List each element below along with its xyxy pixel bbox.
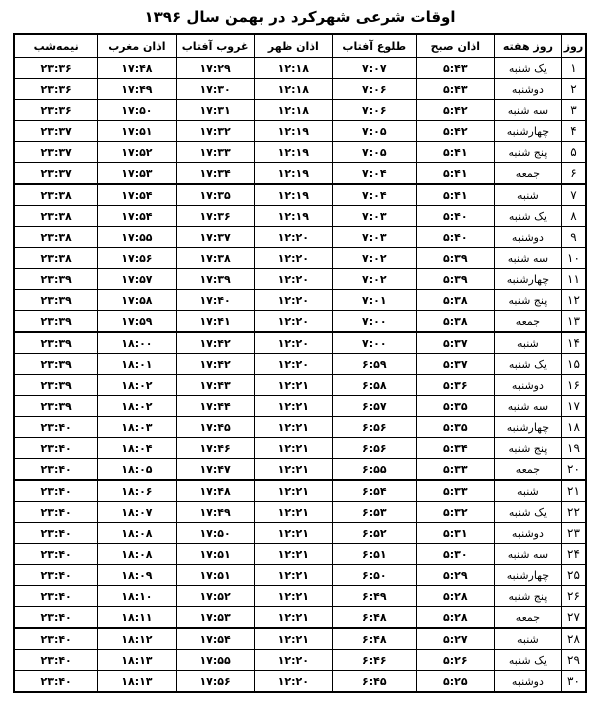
col-header-dhuhr: اذان ظهر — [254, 34, 332, 58]
cell-day: ۲۱ — [561, 480, 586, 502]
cell-sunset: ۱۷:۳۱ — [176, 100, 254, 121]
cell-sunset: ۱۷:۴۵ — [176, 417, 254, 438]
cell-day: ۸ — [561, 206, 586, 227]
cell-fajr: ۵:۲۹ — [416, 565, 494, 586]
cell-weekday: جمعه — [494, 163, 561, 185]
cell-sunset: ۱۷:۵۵ — [176, 650, 254, 671]
col-header-sunrise: طلوع آفتاب — [332, 34, 416, 58]
cell-weekday: جمعه — [494, 459, 561, 481]
cell-maghrib: ۱۸:۰۱ — [98, 354, 176, 375]
table-row — [14, 100, 586, 121]
cell-weekday: شنبه — [494, 332, 561, 354]
cell-weekday: شنبه — [494, 480, 561, 502]
cell-sunrise: ۷:۰۵ — [332, 142, 416, 163]
cell-weekday: سه شنبه — [494, 100, 561, 121]
cell-midnight: ۲۳:۳۹ — [14, 290, 98, 311]
cell-day: ۳۰ — [561, 671, 586, 693]
cell-dhuhr: ۱۲:۲۰ — [254, 671, 332, 693]
cell-weekday: سه شنبه — [494, 248, 561, 269]
cell-sunset: ۱۷:۲۹ — [176, 58, 254, 79]
cell-dhuhr: ۱۲:۲۱ — [254, 375, 332, 396]
table-row — [14, 121, 586, 142]
cell-dhuhr: ۱۲:۲۱ — [254, 628, 332, 650]
cell-midnight: ۲۳:۳۷ — [14, 163, 98, 185]
cell-sunrise: ۶:۴۵ — [332, 671, 416, 693]
cell-dhuhr: ۱۲:۲۱ — [254, 459, 332, 481]
cell-sunrise: ۷:۰۱ — [332, 290, 416, 311]
cell-weekday: چهارشنبه — [494, 121, 561, 142]
table-row — [14, 227, 586, 248]
cell-dhuhr: ۱۲:۱۹ — [254, 206, 332, 227]
cell-day: ۲۲ — [561, 502, 586, 523]
cell-fajr: ۵:۳۵ — [416, 417, 494, 438]
cell-maghrib: ۱۷:۵۷ — [98, 269, 176, 290]
cell-maghrib: ۱۸:۱۲ — [98, 628, 176, 650]
cell-dhuhr: ۱۲:۲۱ — [254, 480, 332, 502]
cell-sunrise: ۶:۴۸ — [332, 607, 416, 629]
cell-midnight: ۲۳:۴۰ — [14, 650, 98, 671]
cell-maghrib: ۱۷:۵۰ — [98, 100, 176, 121]
cell-sunset: ۱۷:۵۶ — [176, 671, 254, 693]
cell-sunrise: ۶:۵۶ — [332, 438, 416, 459]
cell-sunset: ۱۷:۵۰ — [176, 523, 254, 544]
cell-sunset: ۱۷:۳۲ — [176, 121, 254, 142]
cell-fajr: ۵:۴۱ — [416, 184, 494, 206]
cell-midnight: ۲۳:۳۷ — [14, 142, 98, 163]
cell-sunrise: ۷:۰۶ — [332, 100, 416, 121]
cell-day: ۱۱ — [561, 269, 586, 290]
cell-maghrib: ۱۸:۱۰ — [98, 586, 176, 607]
cell-weekday: جمعه — [494, 311, 561, 333]
cell-fajr: ۵:۲۷ — [416, 628, 494, 650]
cell-fajr: ۵:۴۲ — [416, 100, 494, 121]
cell-midnight: ۲۳:۴۰ — [14, 671, 98, 693]
cell-sunrise: ۷:۰۲ — [332, 248, 416, 269]
table-row — [14, 586, 586, 607]
cell-day: ۱۸ — [561, 417, 586, 438]
cell-day: ۲ — [561, 79, 586, 100]
cell-weekday: دوشنبه — [494, 671, 561, 693]
cell-sunset: ۱۷:۳۶ — [176, 206, 254, 227]
cell-weekday: پنج شنبه — [494, 142, 561, 163]
cell-midnight: ۲۳:۳۸ — [14, 184, 98, 206]
cell-fajr: ۵:۳۸ — [416, 290, 494, 311]
cell-weekday: دوشنبه — [494, 523, 561, 544]
cell-dhuhr: ۱۲:۱۹ — [254, 184, 332, 206]
col-header-sunset: غروب آفتاب — [176, 34, 254, 58]
cell-maghrib: ۱۸:۰۲ — [98, 396, 176, 417]
cell-weekday: شنبه — [494, 184, 561, 206]
cell-sunrise: ۷:۰۳ — [332, 227, 416, 248]
cell-day: ۱۶ — [561, 375, 586, 396]
cell-sunrise: ۶:۴۸ — [332, 628, 416, 650]
cell-midnight: ۲۳:۳۸ — [14, 227, 98, 248]
cell-weekday: دوشنبه — [494, 79, 561, 100]
cell-fajr: ۵:۳۶ — [416, 375, 494, 396]
cell-sunset: ۱۷:۴۴ — [176, 396, 254, 417]
cell-sunrise: ۷:۰۳ — [332, 206, 416, 227]
cell-weekday: چهارشنبه — [494, 417, 561, 438]
cell-sunrise: ۷:۰۰ — [332, 332, 416, 354]
table-row — [14, 396, 586, 417]
cell-midnight: ۲۳:۳۹ — [14, 354, 98, 375]
cell-maghrib: ۱۸:۰۸ — [98, 523, 176, 544]
cell-dhuhr: ۱۲:۲۰ — [254, 269, 332, 290]
cell-day: ۲۷ — [561, 607, 586, 629]
cell-sunrise: ۶:۵۷ — [332, 396, 416, 417]
cell-sunrise: ۶:۵۲ — [332, 523, 416, 544]
cell-midnight: ۲۳:۳۹ — [14, 332, 98, 354]
cell-sunset: ۱۷:۳۰ — [176, 79, 254, 100]
cell-dhuhr: ۱۲:۲۱ — [254, 565, 332, 586]
cell-maghrib: ۱۸:۰۰ — [98, 332, 176, 354]
cell-maghrib: ۱۷:۵۸ — [98, 290, 176, 311]
cell-dhuhr: ۱۲:۱۹ — [254, 121, 332, 142]
cell-fajr: ۵:۳۰ — [416, 544, 494, 565]
cell-day: ۱ — [561, 58, 586, 79]
cell-midnight: ۲۳:۴۰ — [14, 417, 98, 438]
cell-midnight: ۲۳:۳۷ — [14, 121, 98, 142]
cell-fajr: ۵:۲۶ — [416, 650, 494, 671]
cell-fajr: ۵:۳۹ — [416, 269, 494, 290]
col-header-day: روز — [561, 34, 586, 58]
cell-sunrise: ۶:۵۴ — [332, 480, 416, 502]
cell-day: ۱۹ — [561, 438, 586, 459]
cell-sunset: ۱۷:۵۱ — [176, 544, 254, 565]
cell-sunrise: ۶:۵۸ — [332, 375, 416, 396]
table-row — [14, 607, 586, 629]
table-row — [14, 628, 586, 650]
cell-fajr: ۵:۴۰ — [416, 227, 494, 248]
cell-maghrib: ۱۸:۰۲ — [98, 375, 176, 396]
cell-fajr: ۵:۳۲ — [416, 502, 494, 523]
table-row — [14, 438, 586, 459]
cell-maghrib: ۱۷:۵۴ — [98, 206, 176, 227]
cell-dhuhr: ۱۲:۲۱ — [254, 523, 332, 544]
cell-dhuhr: ۱۲:۲۱ — [254, 438, 332, 459]
cell-day: ۷ — [561, 184, 586, 206]
cell-sunset: ۱۷:۴۱ — [176, 311, 254, 333]
cell-maghrib: ۱۸:۰۵ — [98, 459, 176, 481]
cell-day: ۱۰ — [561, 248, 586, 269]
table-row — [14, 523, 586, 544]
cell-weekday: دوشنبه — [494, 227, 561, 248]
table-row — [14, 332, 586, 354]
cell-maghrib: ۱۸:۰۸ — [98, 544, 176, 565]
cell-day: ۲۳ — [561, 523, 586, 544]
cell-sunrise: ۷:۰۵ — [332, 121, 416, 142]
cell-dhuhr: ۱۲:۲۱ — [254, 396, 332, 417]
cell-sunset: ۱۷:۳۵ — [176, 184, 254, 206]
cell-fajr: ۵:۴۳ — [416, 79, 494, 100]
cell-midnight: ۲۳:۴۰ — [14, 544, 98, 565]
table-row — [14, 375, 586, 396]
cell-sunset: ۱۷:۴۰ — [176, 290, 254, 311]
cell-sunset: ۱۷:۴۲ — [176, 354, 254, 375]
cell-fajr: ۵:۴۱ — [416, 142, 494, 163]
cell-maghrib: ۱۷:۴۸ — [98, 58, 176, 79]
cell-fajr: ۵:۲۸ — [416, 586, 494, 607]
cell-weekday: یک شنبه — [494, 206, 561, 227]
cell-maghrib: ۱۷:۵۶ — [98, 248, 176, 269]
cell-dhuhr: ۱۲:۲۰ — [254, 332, 332, 354]
cell-maghrib: ۱۷:۵۳ — [98, 163, 176, 185]
cell-sunrise: ۶:۴۶ — [332, 650, 416, 671]
cell-midnight: ۲۳:۴۰ — [14, 607, 98, 629]
cell-sunset: ۱۷:۴۲ — [176, 332, 254, 354]
cell-sunset: ۱۷:۳۴ — [176, 163, 254, 185]
cell-weekday: یک شنبه — [494, 58, 561, 79]
cell-day: ۲۹ — [561, 650, 586, 671]
cell-sunset: ۱۷:۳۸ — [176, 248, 254, 269]
cell-sunrise: ۷:۰۷ — [332, 58, 416, 79]
cell-maghrib: ۱۷:۵۵ — [98, 227, 176, 248]
cell-sunset: ۱۷:۵۴ — [176, 628, 254, 650]
cell-sunset: ۱۷:۴۷ — [176, 459, 254, 481]
cell-midnight: ۲۳:۴۰ — [14, 628, 98, 650]
cell-dhuhr: ۱۲:۲۰ — [254, 248, 332, 269]
cell-midnight: ۲۳:۳۹ — [14, 396, 98, 417]
cell-midnight: ۲۳:۴۰ — [14, 459, 98, 481]
table-row — [14, 565, 586, 586]
cell-midnight: ۲۳:۳۸ — [14, 206, 98, 227]
cell-midnight: ۲۳:۳۹ — [14, 311, 98, 333]
cell-sunset: ۱۷:۴۶ — [176, 438, 254, 459]
cell-maghrib: ۱۸:۱۱ — [98, 607, 176, 629]
cell-fajr: ۵:۴۱ — [416, 163, 494, 185]
cell-sunset: ۱۷:۵۱ — [176, 565, 254, 586]
col-header-fajr: اذان صبح — [416, 34, 494, 58]
cell-midnight: ۲۳:۳۸ — [14, 248, 98, 269]
col-header-midnight: نیمه‌شب — [14, 34, 98, 58]
cell-fajr: ۵:۴۰ — [416, 206, 494, 227]
cell-day: ۲۵ — [561, 565, 586, 586]
cell-midnight: ۲۳:۴۰ — [14, 438, 98, 459]
cell-weekday: یک شنبه — [494, 650, 561, 671]
cell-weekday: پنج شنبه — [494, 586, 561, 607]
cell-day: ۶ — [561, 163, 586, 185]
table-row — [14, 671, 586, 693]
cell-day: ۲۶ — [561, 586, 586, 607]
cell-dhuhr: ۱۲:۱۹ — [254, 163, 332, 185]
cell-day: ۲۰ — [561, 459, 586, 481]
cell-sunrise: ۶:۴۹ — [332, 586, 416, 607]
cell-fajr: ۵:۲۸ — [416, 607, 494, 629]
cell-midnight: ۲۳:۳۶ — [14, 100, 98, 121]
cell-sunset: ۱۷:۵۲ — [176, 586, 254, 607]
col-header-weekday: روز هفته — [494, 34, 561, 58]
table-row — [14, 248, 586, 269]
cell-weekday: یک شنبه — [494, 354, 561, 375]
cell-sunrise: ۶:۵۵ — [332, 459, 416, 481]
cell-day: ۳ — [561, 100, 586, 121]
cell-midnight: ۲۳:۴۰ — [14, 502, 98, 523]
cell-dhuhr: ۱۲:۱۸ — [254, 58, 332, 79]
cell-sunrise: ۶:۵۶ — [332, 417, 416, 438]
cell-day: ۱۵ — [561, 354, 586, 375]
cell-weekday: شنبه — [494, 628, 561, 650]
cell-dhuhr: ۱۲:۱۸ — [254, 100, 332, 121]
cell-weekday: یک شنبه — [494, 502, 561, 523]
cell-dhuhr: ۱۲:۲۰ — [254, 227, 332, 248]
cell-fajr: ۵:۳۴ — [416, 438, 494, 459]
cell-sunrise: ۷:۰۰ — [332, 311, 416, 333]
table-row — [14, 480, 586, 502]
cell-sunrise: ۷:۰۲ — [332, 269, 416, 290]
table-row — [14, 650, 586, 671]
cell-sunset: ۱۷:۴۹ — [176, 502, 254, 523]
table-row — [14, 142, 586, 163]
cell-day: ۱۴ — [561, 332, 586, 354]
cell-fajr: ۵:۳۱ — [416, 523, 494, 544]
table-row — [14, 290, 586, 311]
cell-weekday: دوشنبه — [494, 375, 561, 396]
cell-weekday: پنج شنبه — [494, 438, 561, 459]
table-row — [14, 544, 586, 565]
cell-dhuhr: ۱۲:۱۹ — [254, 142, 332, 163]
cell-day: ۴ — [561, 121, 586, 142]
cell-dhuhr: ۱۲:۲۱ — [254, 586, 332, 607]
cell-fajr: ۵:۴۲ — [416, 121, 494, 142]
cell-weekday: چهارشنبه — [494, 269, 561, 290]
cell-sunrise: ۶:۵۳ — [332, 502, 416, 523]
table-row — [14, 311, 586, 333]
cell-day: ۱۲ — [561, 290, 586, 311]
cell-sunrise: ۷:۰۶ — [332, 79, 416, 100]
table-row — [14, 79, 586, 100]
cell-sunset: ۱۷:۵۳ — [176, 607, 254, 629]
cell-midnight: ۲۳:۳۶ — [14, 79, 98, 100]
cell-day: ۲۴ — [561, 544, 586, 565]
cell-midnight: ۲۳:۴۰ — [14, 565, 98, 586]
cell-weekday: سه شنبه — [494, 396, 561, 417]
col-header-maghrib: اذان مغرب — [98, 34, 176, 58]
cell-day: ۲۸ — [561, 628, 586, 650]
cell-weekday: چهارشنبه — [494, 565, 561, 586]
cell-sunrise: ۶:۵۱ — [332, 544, 416, 565]
table-row — [14, 354, 586, 375]
cell-midnight: ۲۳:۴۰ — [14, 523, 98, 544]
page-title: اوقات شرعی شهرکرد در بهمن سال ۱۳۹۶ — [144, 8, 456, 26]
cell-sunrise: ۷:۰۴ — [332, 184, 416, 206]
cell-dhuhr: ۱۲:۲۱ — [254, 502, 332, 523]
cell-dhuhr: ۱۲:۲۱ — [254, 417, 332, 438]
cell-dhuhr: ۱۲:۲۱ — [254, 607, 332, 629]
cell-sunset: ۱۷:۴۳ — [176, 375, 254, 396]
cell-maghrib: ۱۷:۵۱ — [98, 121, 176, 142]
cell-weekday: سه شنبه — [494, 544, 561, 565]
cell-fajr: ۵:۲۵ — [416, 671, 494, 693]
cell-fajr: ۵:۳۵ — [416, 396, 494, 417]
cell-fajr: ۵:۳۳ — [416, 480, 494, 502]
cell-midnight: ۲۳:۴۰ — [14, 480, 98, 502]
cell-fajr: ۵:۳۷ — [416, 354, 494, 375]
cell-weekday: پنج شنبه — [494, 290, 561, 311]
cell-midnight: ۲۳:۳۹ — [14, 269, 98, 290]
cell-maghrib: ۱۷:۵۲ — [98, 142, 176, 163]
cell-fajr: ۵:۳۸ — [416, 311, 494, 333]
cell-dhuhr: ۱۲:۲۰ — [254, 290, 332, 311]
cell-midnight: ۲۳:۳۶ — [14, 58, 98, 79]
cell-dhuhr: ۱۲:۲۰ — [254, 354, 332, 375]
cell-fajr: ۵:۳۹ — [416, 248, 494, 269]
cell-weekday: جمعه — [494, 607, 561, 629]
table-row — [14, 269, 586, 290]
cell-day: ۱۳ — [561, 311, 586, 333]
table-row — [14, 417, 586, 438]
cell-dhuhr: ۱۲:۲۰ — [254, 311, 332, 333]
cell-day: ۹ — [561, 227, 586, 248]
cell-sunset: ۱۷:۳۹ — [176, 269, 254, 290]
cell-midnight: ۲۳:۳۹ — [14, 375, 98, 396]
cell-maghrib: ۱۸:۰۴ — [98, 438, 176, 459]
cell-maghrib: ۱۸:۰۳ — [98, 417, 176, 438]
cell-day: ۵ — [561, 142, 586, 163]
cell-fajr: ۵:۳۳ — [416, 459, 494, 481]
table-row — [14, 184, 586, 206]
cell-maghrib: ۱۸:۰۹ — [98, 565, 176, 586]
table-row — [14, 163, 586, 185]
cell-sunrise: ۶:۵۰ — [332, 565, 416, 586]
table-row — [14, 58, 586, 79]
cell-maghrib: ۱۷:۵۹ — [98, 311, 176, 333]
cell-sunset: ۱۷:۳۷ — [176, 227, 254, 248]
cell-maghrib: ۱۷:۴۹ — [98, 79, 176, 100]
table-row — [14, 502, 586, 523]
cell-maghrib: ۱۸:۰۷ — [98, 502, 176, 523]
cell-dhuhr: ۱۲:۲۱ — [254, 544, 332, 565]
cell-fajr: ۵:۴۳ — [416, 58, 494, 79]
cell-sunrise: ۶:۵۹ — [332, 354, 416, 375]
cell-sunset: ۱۷:۳۳ — [176, 142, 254, 163]
table-header-row — [14, 34, 586, 58]
cell-dhuhr: ۱۲:۱۸ — [254, 79, 332, 100]
table-row — [14, 206, 586, 227]
cell-sunset: ۱۷:۴۸ — [176, 480, 254, 502]
table-row — [14, 459, 586, 481]
cell-maghrib: ۱۷:۵۴ — [98, 184, 176, 206]
cell-maghrib: ۱۸:۰۶ — [98, 480, 176, 502]
prayer-times-table — [13, 33, 587, 693]
cell-maghrib: ۱۸:۱۳ — [98, 650, 176, 671]
cell-sunrise: ۷:۰۴ — [332, 163, 416, 185]
cell-maghrib: ۱۸:۱۳ — [98, 671, 176, 693]
cell-dhuhr: ۱۲:۲۰ — [254, 650, 332, 671]
cell-midnight: ۲۳:۴۰ — [14, 586, 98, 607]
cell-day: ۱۷ — [561, 396, 586, 417]
cell-fajr: ۵:۳۷ — [416, 332, 494, 354]
